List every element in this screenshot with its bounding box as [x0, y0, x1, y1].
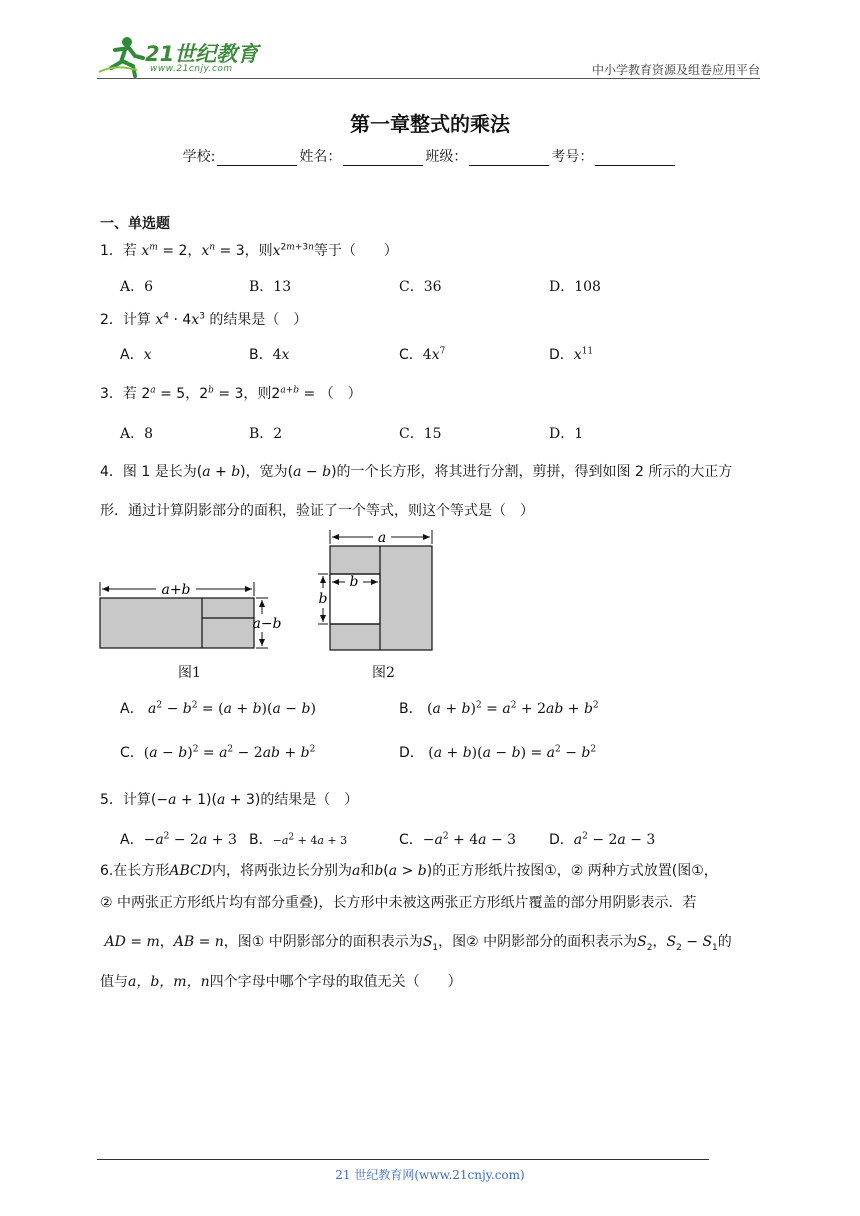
- option-d[interactable]: D． $(a + b)(a - b) = a^2 - b^2$: [399, 744, 597, 761]
- option-label: A．: [120, 347, 144, 363]
- option-c[interactable]: C．36: [399, 279, 442, 295]
- option-b[interactable]: B． $(a + b)^2 = a^2 + 2ab + b^2$: [399, 700, 599, 717]
- platform-name: 中小学教育资源及组卷应用平台: [591, 63, 760, 77]
- exam-no-label: 考号：: [551, 149, 594, 165]
- question-1: 1．若 $x^m = 2$，$x^n = 3$，则$x^{2m+3n}$等于（ ）: [100, 242, 398, 259]
- question-number: 4．: [100, 464, 123, 480]
- question-number: 3．: [100, 386, 123, 402]
- question-text: 若: [122, 243, 137, 259]
- option-d[interactable]: D．$x^{11}$: [549, 346, 594, 363]
- fig2-inner-label: b: [349, 574, 359, 590]
- option-a[interactable]: A．8: [120, 426, 154, 442]
- question-text: 和: [360, 863, 375, 879]
- question-number: 5．: [100, 792, 123, 808]
- school-label: 学校:: [182, 149, 216, 165]
- option-b[interactable]: B．4x: [249, 347, 290, 363]
- option-a[interactable]: A．$-a^2 - 2a + 3$: [120, 831, 237, 848]
- option-label: D．: [549, 347, 574, 363]
- question-text: 的一个长方形，将其进行分割，剪拼，得到如图 2 所示的大正方: [336, 464, 733, 480]
- student-info: [0, 146, 860, 166]
- question-text: 计算: [122, 792, 151, 808]
- footer-link[interactable]: 21 世纪教育网(www.21cnjy.com): [335, 1168, 525, 1182]
- question-text: ，图② 中阴影部分的面积表示为: [438, 934, 638, 950]
- question-text: 若: [122, 386, 137, 402]
- question-2: 2．计算 $x^4 \cdot 4x^3$ 的结果是（ ）: [100, 311, 308, 328]
- header-divider: [97, 78, 760, 79]
- class-label: 班级：: [425, 149, 468, 165]
- question-6-line-1: 6.在长方形ABCD内，将两张边长分别为a和b(a > b)的正方形纸片按图①，② 两种方式放置(图①，: [100, 863, 718, 879]
- question-number: 1．: [100, 243, 123, 259]
- question-6-line-3: AD = m，AB = n，图① 中阴影部分的面积表示为$S_1$，图② 中阴影部分的面积表示为$S_2$，$S_2 - S_1$的: [104, 934, 732, 953]
- option-label: B．: [249, 832, 273, 848]
- question-4-line-1: 4．图 1 是长为(a + b)，宽为(a − b)的一个长方形，将其进行分割，剪拼，得到如图 2 所示的大正方: [100, 464, 733, 480]
- option-label: A．: [120, 701, 144, 717]
- question-text: ，则: [243, 386, 272, 402]
- question-text: 等于（ ）: [313, 243, 398, 259]
- option-d[interactable]: D．108: [549, 279, 601, 295]
- option-c[interactable]: C．15: [399, 426, 442, 442]
- option-b[interactable]: B．$-a^2 + 4a + 3$: [249, 832, 348, 848]
- question-text: 的结果是（ ）: [260, 792, 359, 808]
- rect-name: ABCD: [169, 863, 212, 879]
- fig1-side-label: a−b: [252, 616, 282, 632]
- question-text: 的: [717, 934, 732, 950]
- option-c[interactable]: C．$-a^2 + 4a - 3$: [399, 831, 517, 848]
- figure-1: [96, 578, 286, 658]
- question-text: 计算: [122, 312, 151, 328]
- question-6-line-2: ② 中两张正方形纸片均有部分重叠)，长方形中未被这两张正方形纸片覆盖的部分用阴影表示．若: [100, 895, 697, 911]
- school-blank[interactable]: [217, 151, 297, 166]
- fig1-top-label: a+b: [161, 582, 191, 598]
- question-text: （ ）: [319, 386, 362, 402]
- section-heading: 一、单选题: [100, 216, 170, 232]
- figure-2-caption: 图2: [372, 665, 395, 681]
- fig2-side-label: b: [318, 591, 328, 607]
- letters: a，b，m，n: [128, 974, 210, 990]
- question-text: ，则: [244, 243, 273, 259]
- option-label: C．: [399, 832, 423, 848]
- question-6-line-4: [100, 970, 764, 994]
- option-label: C．: [399, 347, 423, 363]
- figure-2: [315, 528, 440, 656]
- name-label: 姓名：: [299, 149, 342, 165]
- footer-divider: [97, 1159, 709, 1160]
- option-label: D．: [549, 832, 574, 848]
- question-3: 3．若 $2^a = 5$，$2^b = 3$，则$2^{a+b}$ = （ ）: [100, 385, 362, 402]
- option-c[interactable]: C．$4x^7$: [399, 346, 446, 363]
- option-d[interactable]: D．$a^2 - 2a - 3$: [549, 831, 656, 848]
- question-text: 的正方形纸片按图①，② 两种方式放置(图①，: [432, 863, 718, 879]
- option-label: B．: [399, 701, 423, 717]
- question-text: 内，将两张边长分别为: [211, 863, 352, 879]
- exam-no-blank[interactable]: [595, 151, 675, 166]
- option-c[interactable]: C．$(a - b)^2 = a^2 - 2ab + b^2$: [120, 744, 316, 761]
- question-text: 四个字母中哪个字母的取值无关（ ）: [209, 974, 462, 990]
- option-label: C．: [120, 745, 144, 761]
- logo-url: www.21cnjy.com: [150, 64, 233, 74]
- logo-text: 21世纪教育: [145, 42, 259, 66]
- option-b[interactable]: B．2: [249, 426, 283, 442]
- question-text: 的结果是（ ）: [209, 312, 308, 328]
- option-a[interactable]: A．x: [120, 347, 152, 363]
- name-blank[interactable]: [343, 151, 423, 166]
- option-label: B．: [249, 347, 273, 363]
- page-title: 第一章整式的乘法: [350, 112, 510, 136]
- figure-1-caption: 图1: [178, 665, 201, 681]
- question-text: 图 1 是长为: [122, 464, 197, 480]
- question-text: 值与: [100, 974, 128, 990]
- option-d[interactable]: D．1: [549, 426, 584, 442]
- question-number: 6.: [100, 863, 114, 879]
- option-a[interactable]: A．6: [120, 279, 154, 295]
- question-text: ，图① 中阴影部分的面积表示为: [223, 934, 423, 950]
- option-b[interactable]: B．13: [249, 279, 292, 295]
- question-text: ，宽为: [245, 464, 288, 480]
- option-label: A．: [120, 832, 144, 848]
- question-text: 在长方形: [113, 863, 170, 879]
- question-4-line-2: 形．通过计算阴影部分的面积，验证了一个等式，则这个等式是（ ）: [100, 503, 534, 519]
- question-5: 5．计算(−a + 1)(a + 3)的结果是（ ）: [100, 792, 359, 808]
- option-a[interactable]: A． $a^2 - b^2 = (a + b)(a - b)$: [120, 700, 316, 717]
- class-blank[interactable]: [469, 151, 549, 166]
- option-label: D．: [399, 745, 424, 761]
- fig2-top-label: a: [377, 530, 387, 546]
- question-number: 2．: [100, 312, 123, 328]
